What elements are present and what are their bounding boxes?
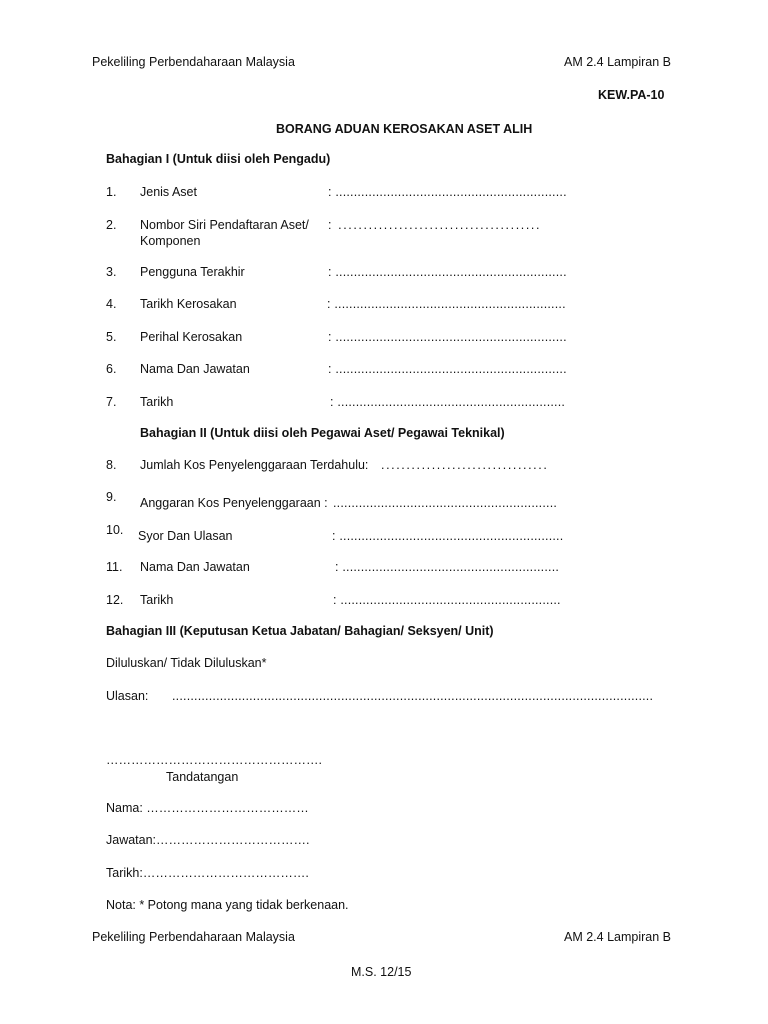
- part3-heading: Bahagian III (Keputusan Ketua Jabatan/ Bahagian/ Seksyen/ Unit): [106, 624, 494, 638]
- item-num: 6.: [106, 362, 117, 376]
- item-label: Nama Dan Jawatan: [140, 560, 250, 574]
- item-label: Jenis Aset: [140, 185, 197, 199]
- header-left: Pekeliling Perbendaharaan Malaysia: [92, 55, 295, 69]
- page-number: M.S. 12/15: [351, 965, 412, 979]
- footer-left: Pekeliling Perbendaharaan Malaysia: [92, 930, 295, 944]
- item-num: 1.: [106, 185, 117, 199]
- item-fill-line: : ..............................................................: [330, 395, 566, 409]
- item-num: 3.: [106, 265, 117, 279]
- item-label: Anggaran Kos Penyelenggaraan :: [140, 496, 328, 510]
- item-num: 2.: [106, 218, 117, 232]
- signature-line: …………………………………………….: [106, 753, 322, 767]
- item-fill-line: : ...........................................................: [335, 560, 560, 574]
- footnote: Nota: * Potong mana yang tidak berkenaan.: [106, 898, 349, 912]
- item-fill-line: : ...............................................................: [328, 362, 567, 376]
- item-label: Tarikh: [140, 395, 174, 409]
- item-label: Perihal Kerosakan: [140, 330, 243, 344]
- item-num: 12.: [106, 593, 124, 607]
- item-fill-line: : ........................................: [328, 218, 542, 232]
- item-num: 9.: [106, 490, 117, 504]
- form-code: KEW.PA-10: [598, 88, 665, 102]
- item-num: 4.: [106, 297, 117, 311]
- item-fill-line: : ...............................................................: [328, 265, 567, 279]
- item-label: Jumlah Kos Penyelenggaraan Terdahulu:: [140, 458, 369, 472]
- item-label: Pengguna Terakhir: [140, 265, 245, 279]
- header-right: AM 2.4 Lampiran B: [564, 55, 671, 69]
- footer-right: AM 2.4 Lampiran B: [564, 930, 671, 944]
- jawatan-line: Jawatan:……………………………….: [106, 833, 310, 847]
- item-fill-line: .................................: [381, 458, 549, 472]
- nama-line: Nama: …………………………………: [106, 801, 309, 815]
- item-fill-line: : ...............................................................: [327, 297, 566, 311]
- item-label-cont: Komponen: [140, 234, 201, 248]
- item-label: Syor Dan Ulasan: [138, 529, 233, 543]
- signature-label: Tandatangan: [166, 770, 239, 784]
- item-fill-line: : ............................................................: [333, 593, 561, 607]
- item-label: Nama Dan Jawatan: [140, 362, 250, 376]
- item-num: 7.: [106, 395, 117, 409]
- tarikh-line: Tarikh:………………………………….: [106, 866, 309, 880]
- item-num: 5.: [106, 330, 117, 344]
- item-label: Nombor Siri Pendaftaran Aset/: [140, 218, 309, 232]
- item-num: 11.: [106, 560, 123, 574]
- part2-heading: Bahagian II (Untuk diisi oleh Pegawai Aset/ Pegawai Teknikal): [140, 426, 505, 440]
- item-fill-line: : .............................................................: [332, 529, 564, 543]
- item-label: Tarikh Kerosakan: [140, 297, 237, 311]
- form-title: BORANG ADUAN KEROSAKAN ASET ALIH: [276, 122, 533, 136]
- item-fill-line: .............................................................: [333, 496, 558, 510]
- item-label: Tarikh: [140, 593, 174, 607]
- item-fill-line: : ...............................................................: [328, 185, 567, 199]
- item-num: 10.: [106, 523, 124, 537]
- part1-heading: Bahagian I (Untuk diisi oleh Pengadu): [106, 152, 331, 166]
- ulasan-fill-line: ...................................................................................................................................: [172, 689, 654, 703]
- ulasan-label: Ulasan:: [106, 689, 149, 703]
- item-num: 8.: [106, 458, 117, 472]
- approval-text: Diluluskan/ Tidak Diluluskan*: [106, 656, 267, 670]
- item-fill-line: : ...............................................................: [328, 330, 567, 344]
